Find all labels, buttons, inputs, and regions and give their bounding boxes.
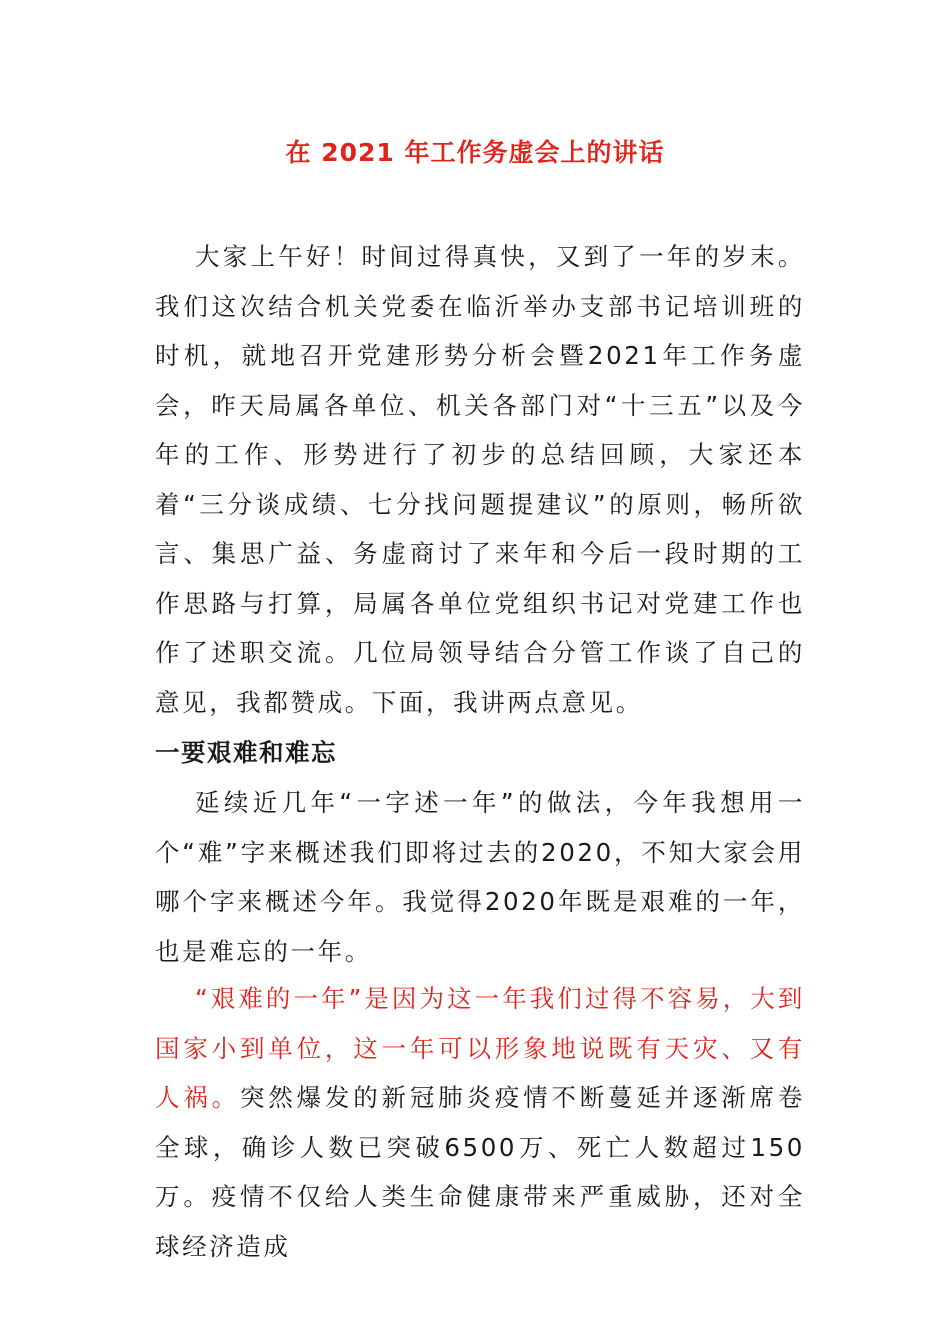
highlighted-sentence: “艰难的一年”是因为这一年我们过得不容易，大到国家小到单位，这一年可以形象地说既有天灾、又有人祸。 [155, 984, 805, 1112]
document-title: 在 2021 年工作务虚会上的讲话 [285, 138, 665, 167]
section-heading-1: 一要艰难和难忘 [155, 738, 337, 767]
paragraph-difficult-year [155, 974, 805, 1271]
paragraph-text: 延续近几年“一字述一年”的做法，今年我想用一个“难”字来概述我们即将过去的2020，不知大家会用哪个字来概述今年。我觉得2020年既是艰难的一年，也是难忘的一年。 [155, 788, 805, 966]
paragraph-opening [155, 232, 805, 727]
paragraph-section-1-intro [155, 778, 805, 976]
paragraph-text: 大家上午好！时间过得真快，又到了一年的岁末。我们这次结合机关党委在临沂举办支部书记培训班的时机，就地召开党建形势分析会暨2021年工作务虚会，昨天局属各单位、机关各部门对“十三五”以及今年的工作、形势进行了初步的总结回顾，大家还本着“三分谈成绩、七分找问题提建议”的原则，畅所欲言、集思广益、务虚商讨了来年和今后一段时期的工作思路与打算，局属各单位党组织书记对党建工作也作了述职交流。几位局领导结合分管工作谈了自己的意见，我都赞成。下面，我讲两点意见。 [155, 242, 805, 717]
paragraph-continuation: 突然爆发的新冠肺炎疫情不断蔓延并逐渐席卷全球，确诊人数已突破6500万、死亡人数超过150万。疫情不仅给人类生命健康带来严重威胁，还对全球经济造成 [155, 1083, 805, 1261]
paragraph-text [155, 974, 805, 1271]
